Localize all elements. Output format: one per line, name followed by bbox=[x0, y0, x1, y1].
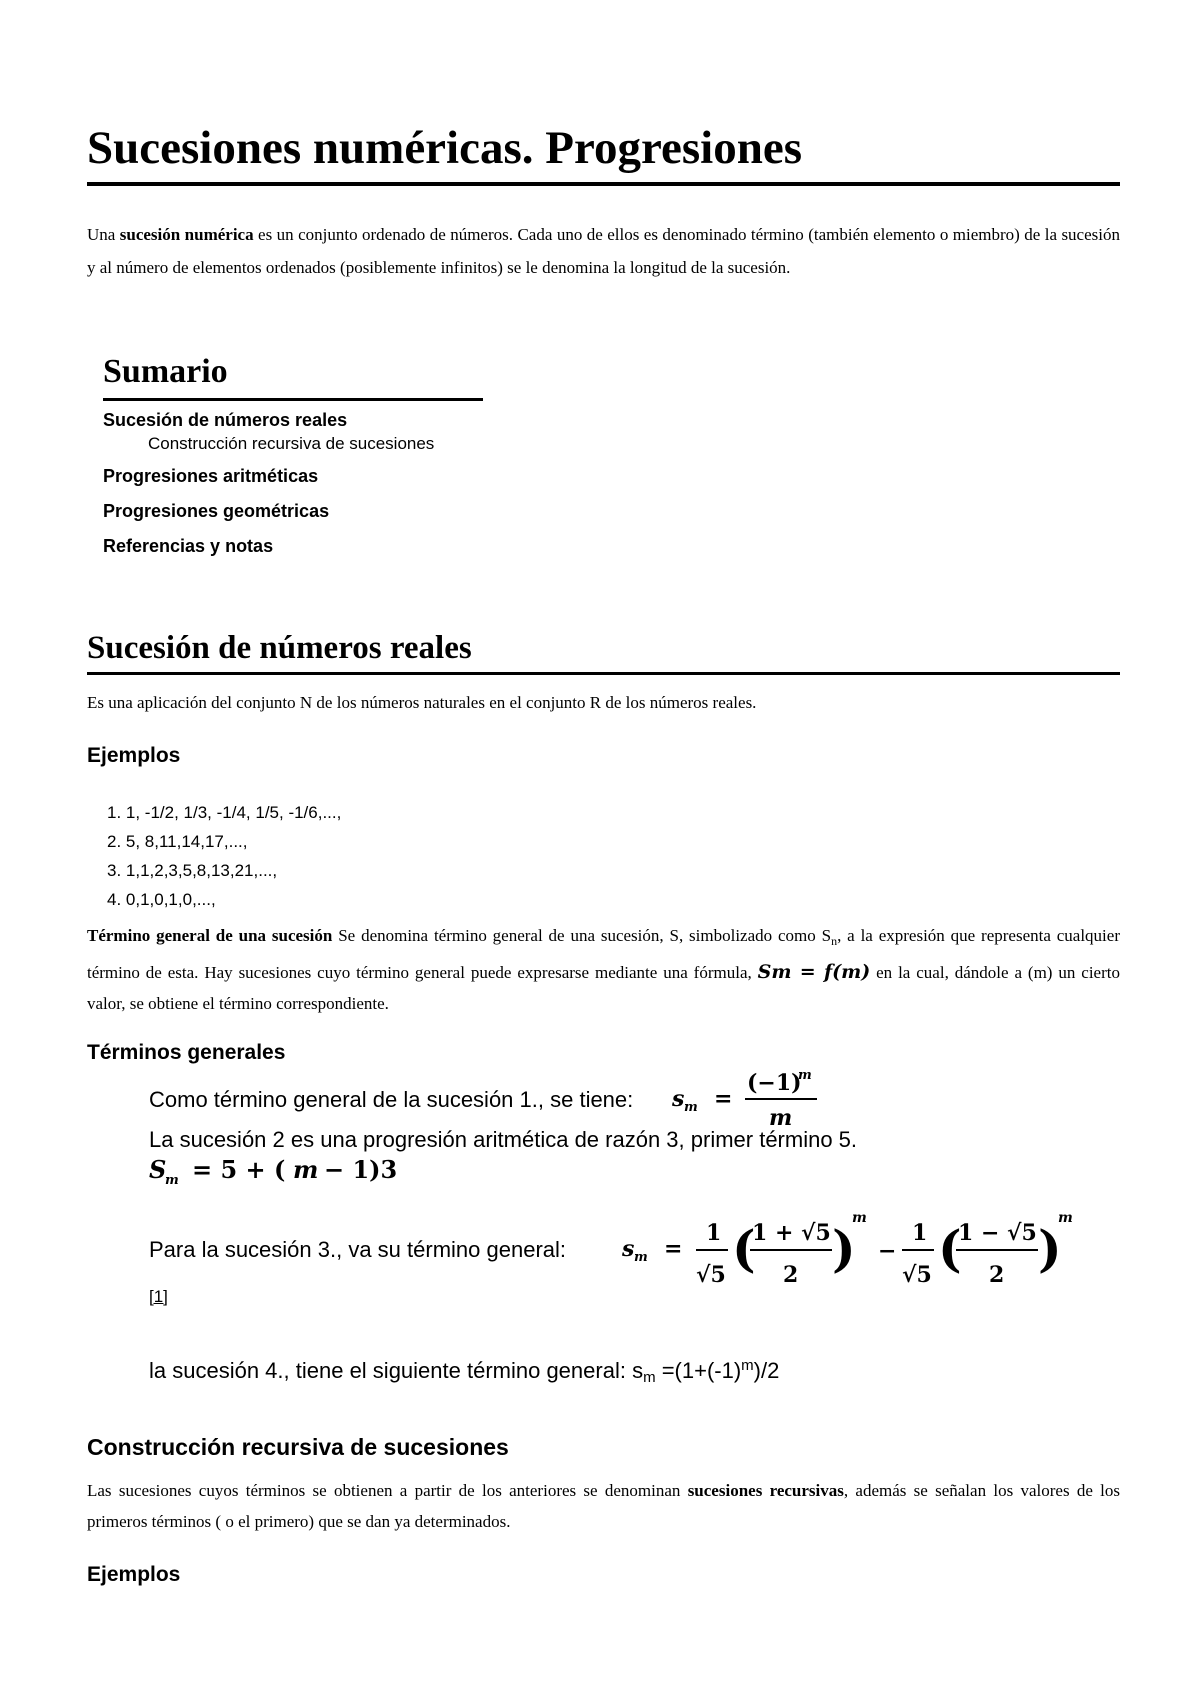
page-title: Sucesiones numéricas. Progresiones bbox=[87, 120, 1120, 186]
intro-bold-term: sucesión numérica bbox=[119, 225, 254, 244]
svg-text:√5: √5 bbox=[902, 1262, 932, 1288]
intro-paragraph bbox=[87, 218, 1120, 284]
term4-sub: m bbox=[643, 1369, 656, 1386]
svg-text:): ) bbox=[832, 1219, 856, 1278]
toc-list bbox=[103, 407, 483, 564]
list-item: 3. 1,1,2,3,5,8,13,21,..., bbox=[107, 861, 278, 880]
general-term-formula: Sm = f(m) bbox=[757, 961, 871, 983]
svg-text:S: S bbox=[149, 1155, 167, 1184]
term1-text: Como término general de la sucesión 1., se tiene: bbox=[149, 1087, 634, 1112]
examples-list bbox=[87, 798, 341, 914]
svg-text:): ) bbox=[1038, 1219, 1062, 1278]
term2-line bbox=[149, 1126, 857, 1154]
general-term-sub: n bbox=[831, 934, 838, 948]
svg-text:(: ( bbox=[938, 1219, 962, 1278]
term3-text: Para la sucesión 3., va su término general: bbox=[149, 1237, 567, 1262]
list-item: 4. 0,1,0,1,0,..., bbox=[107, 890, 216, 909]
toc-item-construccion-recursiva[interactable]: Construcción recursiva de sucesiones bbox=[148, 434, 435, 453]
toc-item-progresiones-aritmeticas[interactable]: Progresiones aritméticas bbox=[103, 466, 319, 486]
section-construccion-text bbox=[87, 1475, 1120, 1537]
term4-sup: m bbox=[741, 1357, 754, 1374]
svg-text:m: m bbox=[165, 1173, 179, 1187]
general-term-bold: Término general de una sucesión bbox=[87, 926, 333, 945]
svg-text:s: s bbox=[622, 1236, 635, 1262]
svg-text:−: − bbox=[878, 1238, 897, 1264]
term4-line bbox=[149, 1352, 779, 1392]
intro-pre: Una bbox=[87, 225, 120, 244]
term4-mid: =(1+(-1) bbox=[655, 1358, 742, 1383]
toc-item-progresiones-geometricas[interactable]: Progresiones geométricas bbox=[103, 501, 330, 521]
general-term-paragraph bbox=[87, 920, 1120, 1019]
svg-text:(: ( bbox=[732, 1219, 756, 1278]
toc-item-sucesion-numeros-reales[interactable]: Sucesión de números reales bbox=[103, 410, 348, 430]
svg-text:2: 2 bbox=[783, 1262, 799, 1288]
intro-post: es un conjunto ordenado de números. Cada uno de ellos es denominado término (también elemento o miembro) de la sucesión y al número de elementos ordenados (posiblemente infinitos) se le denomina la longitud de la sucesión. bbox=[87, 225, 1120, 277]
formula-sm-fibonacci bbox=[620, 1196, 1100, 1296]
svg-text:m: m bbox=[684, 1100, 698, 1115]
formula-sm-alternating bbox=[670, 1064, 850, 1132]
formula-sm-arithmetic bbox=[147, 1153, 407, 1187]
construccion-bold: sucesiones recursivas bbox=[687, 1481, 844, 1500]
examples-heading-2: Ejemplos bbox=[87, 1563, 181, 1586]
term4-pre: la sucesión 4., tiene el siguiente término general: s bbox=[149, 1358, 644, 1383]
svg-text:1: 1 bbox=[912, 1220, 928, 1246]
svg-text:m: m bbox=[769, 1105, 793, 1131]
term4-post: )/2 bbox=[753, 1358, 780, 1383]
term1-line bbox=[149, 1086, 633, 1114]
svg-text:m: m bbox=[1058, 1210, 1073, 1226]
svg-text:m: m bbox=[798, 1068, 812, 1083]
general-term-text3: en la cual, dándole a (m) un cierto valor, se obtiene el término correspondiente. bbox=[87, 963, 1120, 1013]
reference-link-1[interactable]: [1] bbox=[149, 1287, 168, 1306]
section-heading-sucesion: Sucesión de números reales bbox=[87, 628, 1120, 675]
term3-line bbox=[149, 1236, 566, 1264]
toc-title: Sumario bbox=[103, 352, 483, 401]
svg-text:m: m bbox=[293, 1155, 319, 1184]
list-item: 2. 5, 8,11,14,17,..., bbox=[107, 832, 248, 851]
term2-text: La sucesión 2 es una progresión aritmética de razón 3, primer término 5. bbox=[149, 1127, 858, 1152]
terms-heading: Términos generales bbox=[87, 1041, 286, 1064]
general-term-text1: Se denomina término general de una sucesión, S, simbolizado como S bbox=[332, 926, 832, 945]
svg-text:(−1): (−1) bbox=[747, 1070, 802, 1096]
toc-item-referencias-notas[interactable]: Referencias y notas bbox=[103, 536, 274, 556]
svg-text:1 − √5: 1 − √5 bbox=[958, 1220, 1037, 1246]
svg-text:1 + √5: 1 + √5 bbox=[752, 1220, 831, 1246]
general-term-text2: , a la expresión que representa cualquier término de esta. Hay sucesiones cuyo término general puede expresarse mediante una fórmula, bbox=[87, 926, 1120, 982]
construccion-post: , además se señalan los valores de los primeros términos ( o el primero) que se dan ya determinados. bbox=[87, 1481, 1120, 1531]
section-sucesion-text: Es una aplicación del conjunto N de los números naturales en el conjunto R de los números reales. bbox=[87, 693, 757, 712]
svg-text:m: m bbox=[634, 1250, 648, 1265]
svg-text:− 1)3: − 1)3 bbox=[324, 1155, 398, 1184]
svg-text:= 5 + (: = 5 + ( bbox=[192, 1155, 286, 1184]
construccion-pre: Las sucesiones cuyos términos se obtienen a partir de los anteriores se denominan bbox=[87, 1481, 688, 1500]
svg-text:2: 2 bbox=[989, 1262, 1005, 1288]
examples-heading: Ejemplos bbox=[87, 744, 181, 767]
section-heading-construccion: Construcción recursiva de sucesiones bbox=[87, 1434, 509, 1460]
svg-text:1: 1 bbox=[706, 1220, 722, 1246]
svg-text:=: = bbox=[664, 1236, 683, 1262]
svg-text:√5: √5 bbox=[696, 1262, 726, 1288]
svg-text:=: = bbox=[714, 1086, 733, 1112]
svg-text:m: m bbox=[852, 1210, 867, 1226]
list-item: 1. 1, -1/2, 1/3, -1/4, 1/5, -1/6,..., bbox=[107, 803, 342, 822]
table-of-contents bbox=[103, 352, 483, 564]
svg-text:s: s bbox=[672, 1086, 685, 1112]
